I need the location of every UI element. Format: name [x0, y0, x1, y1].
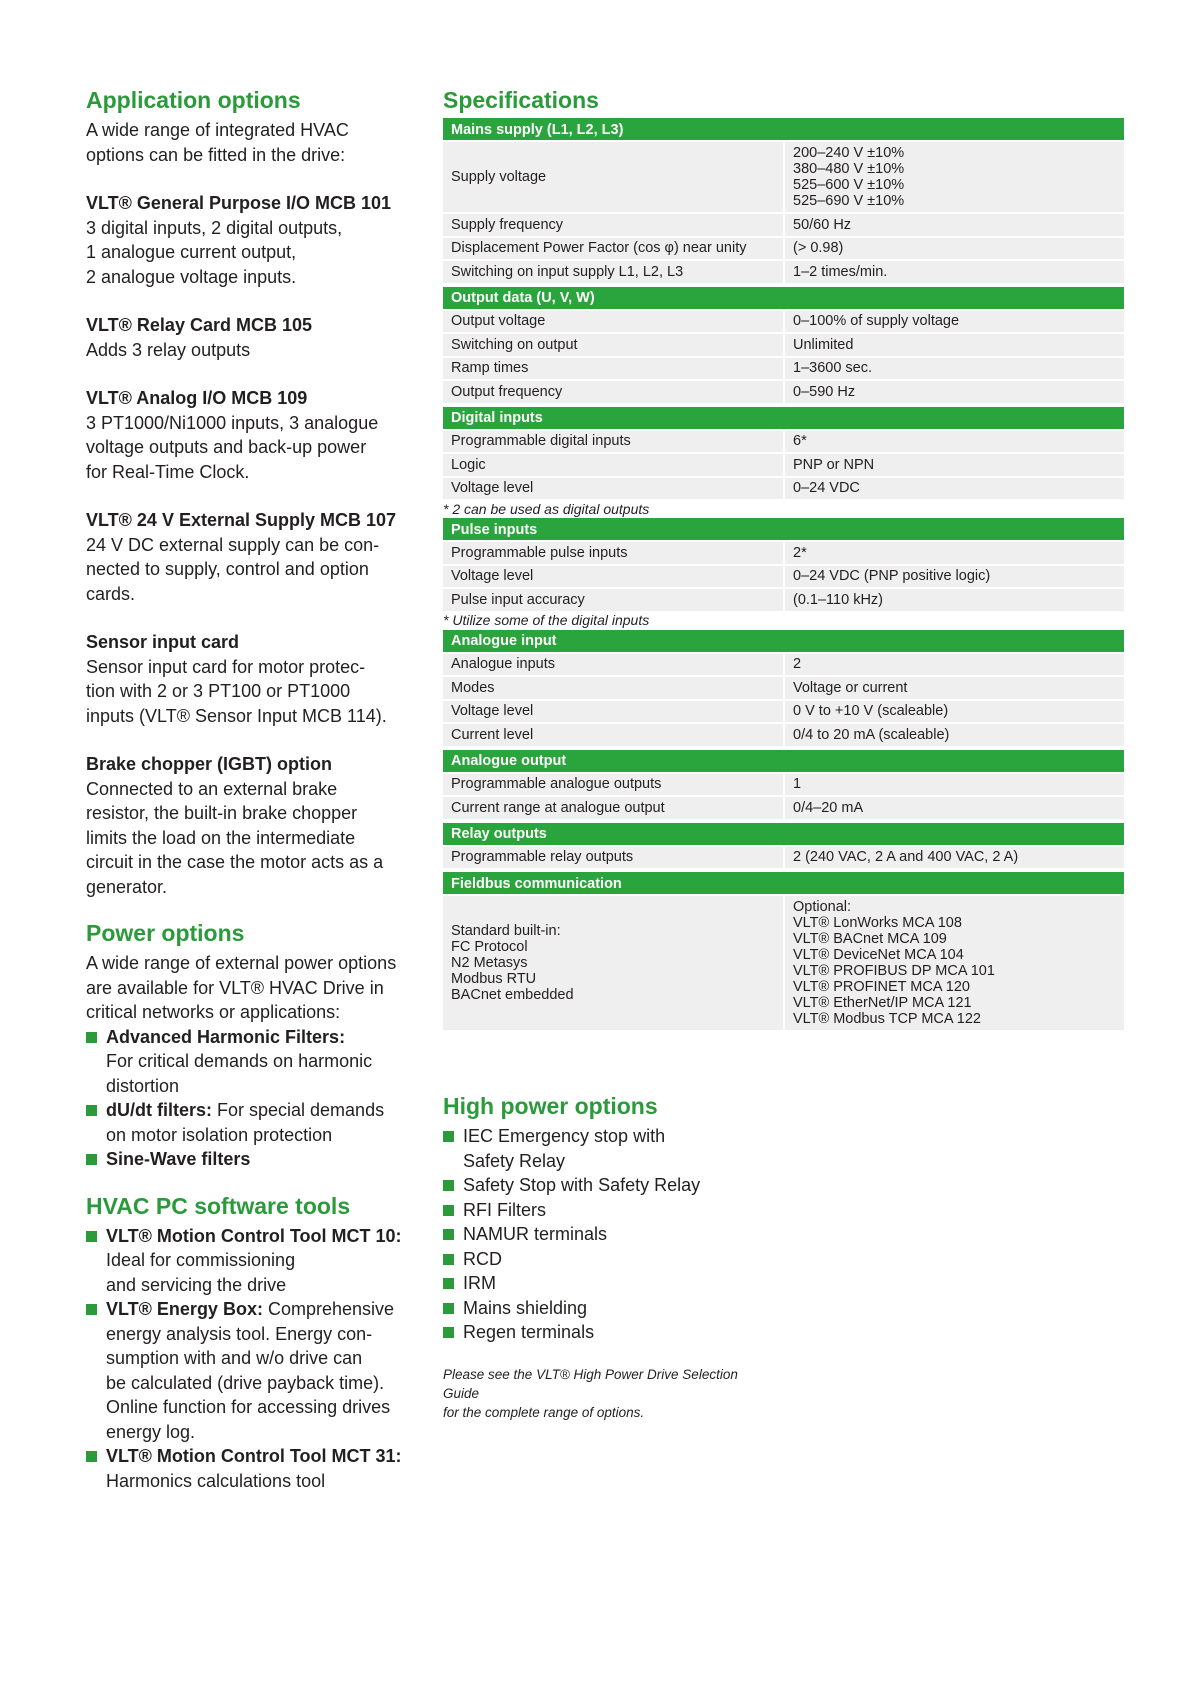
spec-label: Programmable digital inputs	[443, 430, 784, 454]
intro-line: A wide range of integrated HVAC	[86, 120, 349, 140]
spec-value	[784, 333, 1124, 357]
high-power-item	[443, 1271, 773, 1296]
left-column	[86, 86, 416, 1493]
spec-value	[784, 565, 1124, 589]
hvac-tools-list	[86, 1224, 416, 1494]
value-line: 0/4 to 20 mA (scaleable)	[793, 726, 950, 743]
high-power-options	[443, 1092, 773, 1422]
value-line: 200–240 V ±10%	[793, 145, 905, 161]
description-line: 3 PT1000/Ni1000 inputs, 3 analogue	[86, 412, 379, 433]
spec-value	[784, 213, 1124, 237]
spec-label: Switching on input supply L1, L2, L3	[443, 260, 784, 283]
label-line: Modbus RTU	[451, 971, 537, 987]
high-power-item	[443, 1124, 773, 1173]
item-line: RCD	[463, 1248, 502, 1269]
bullet-line: Harmonics calculations tool	[106, 1470, 326, 1491]
spec-row	[443, 260, 1124, 283]
spec-value	[784, 237, 1124, 261]
spec-row	[443, 237, 1124, 261]
item-line: IEC Emergency stop with	[463, 1126, 666, 1146]
value-line: VLT® PROFIBUS DP MCA 101	[793, 963, 995, 979]
label-line: BACnet embedded	[451, 987, 574, 1003]
spec-row	[443, 565, 1124, 589]
spec-value	[784, 477, 1124, 500]
bullet-item	[86, 1224, 416, 1298]
option-description	[86, 533, 416, 607]
item-line: IRM	[463, 1273, 496, 1293]
bullet-line: For critical demands on harmonic	[106, 1051, 373, 1071]
label-line: Standard built-in:	[451, 923, 561, 939]
high-power-item	[443, 1173, 773, 1198]
spec-section-header	[443, 823, 1124, 846]
option-heading: Sensor input card	[86, 632, 240, 652]
bullet-line: sumption with and w/o drive can	[106, 1348, 363, 1368]
item-line: Safety Relay	[463, 1150, 566, 1171]
value-line: 1–3600 sec.	[793, 360, 873, 377]
spec-footnote: * 2 can be used as digital outputs	[443, 499, 1124, 518]
application-options	[86, 86, 416, 899]
value-line: VLT® PROFINET MCA 120	[793, 979, 970, 995]
value-line: 50/60 Hz	[793, 216, 852, 233]
spec-value	[784, 676, 1124, 700]
value-line: 0–24 VDC (PNP positive logic)	[793, 568, 991, 585]
bullet-line: be calculated (drive payback time).	[106, 1372, 385, 1393]
spec-row	[443, 588, 1124, 611]
value-line: 525–690 V ±10%	[793, 193, 905, 209]
spec-label: Logic	[443, 453, 784, 477]
description-line: tion with 2 or 3 PT100 or PT1000	[86, 681, 351, 701]
value-line: VLT® EtherNet/IP MCA 121	[793, 995, 972, 1011]
spec-value	[784, 380, 1124, 403]
note-line: Please see the VLT® High Power Drive Selection Guide	[443, 1366, 738, 1401]
spec-row	[443, 357, 1124, 381]
spec-section-header	[443, 118, 1124, 141]
value-line: 2*	[793, 544, 807, 561]
spec-section-header	[443, 750, 1124, 773]
option-heading: VLT® 24 V External Supply MCB 107	[86, 510, 397, 530]
power-intro	[86, 951, 416, 1025]
section-title: Analogue input	[443, 630, 1124, 653]
value-line: 0/4–20 mA	[793, 799, 864, 816]
section-title: Mains supply (L1, L2, L3)	[443, 118, 1124, 141]
right-column	[443, 86, 1124, 1420]
high-power-item	[443, 1198, 773, 1223]
spec-label	[443, 895, 784, 1030]
option-heading: VLT® Analog I/O MCB 109	[86, 388, 308, 408]
bullet-bold: VLT® Motion Control Tool MCT 10:	[106, 1225, 402, 1246]
spec-row	[443, 310, 1124, 334]
spec-label: Ramp times	[443, 357, 784, 381]
intro-line: are available for VLT® HVAC Drive in	[86, 977, 384, 998]
value-line: 0–590 Hz	[793, 383, 856, 400]
high-power-list	[443, 1124, 773, 1345]
spec-section-header	[443, 872, 1124, 895]
specifications-title: Specifications	[443, 87, 599, 113]
spec-value	[784, 653, 1124, 677]
spec-footnote-row	[443, 611, 1124, 630]
value-line: VLT® Modbus TCP MCA 122	[793, 1011, 981, 1027]
power-options-list	[86, 1025, 416, 1172]
spec-footnote-row	[443, 499, 1124, 518]
bullet-line: on motor isolation protection	[106, 1124, 333, 1145]
spec-row	[443, 333, 1124, 357]
spec-label: Current range at analogue output	[443, 796, 784, 819]
value-line: 6*	[793, 433, 807, 450]
description-line: 3 digital inputs, 2 digital outputs,	[86, 217, 343, 238]
spec-label: Output voltage	[443, 310, 784, 334]
spec-row	[443, 141, 1124, 213]
description-line: 1 analogue current output,	[86, 242, 297, 262]
application-option-item	[86, 386, 416, 484]
spec-row	[443, 773, 1124, 797]
section-title: Analogue output	[443, 750, 1124, 773]
bullet-bold: VLT® Energy Box:	[106, 1299, 263, 1319]
item-line: RFI Filters	[463, 1199, 546, 1220]
spec-value	[784, 453, 1124, 477]
spec-value	[784, 846, 1124, 869]
high-power-item	[443, 1247, 773, 1272]
spec-section-header	[443, 407, 1124, 430]
bullet-bold: dU/dt filters:	[106, 1100, 212, 1120]
note-line: for the complete range of options.	[443, 1404, 645, 1420]
spec-label: Switching on output	[443, 333, 784, 357]
spec-value	[784, 895, 1124, 1030]
hvac-tools	[86, 1192, 416, 1494]
value-line: 2 (240 VAC, 2 A and 400 VAC, 2 A)	[793, 849, 1019, 866]
description-line: resistor, the built-in brake chopper	[86, 803, 358, 823]
description-line: limits the load on the intermediate	[86, 827, 356, 848]
value-line: Unlimited	[793, 336, 854, 353]
value-line: 380–480 V ±10%	[793, 161, 905, 177]
item-line: Mains shielding	[463, 1297, 588, 1318]
option-description	[86, 777, 416, 900]
intro-line: A wide range of external power options	[86, 953, 397, 973]
spec-value	[784, 260, 1124, 283]
spec-label: Programmable pulse inputs	[443, 541, 784, 565]
spec-label: Supply frequency	[443, 213, 784, 237]
spec-value	[784, 773, 1124, 797]
bullet-item	[86, 1025, 416, 1099]
section-title: Output data (U, V, W)	[443, 287, 1124, 310]
spec-row	[443, 380, 1124, 403]
spec-footnote: * Utilize some of the digital inputs	[443, 611, 1124, 630]
label-line: FC Protocol	[451, 939, 528, 955]
high-power-title: High power options	[443, 1093, 658, 1119]
value-line: 1	[793, 776, 802, 793]
item-line: NAMUR terminals	[463, 1224, 608, 1244]
value-line: 0–100% of supply voltage	[793, 313, 960, 330]
description-line: generator.	[86, 876, 168, 897]
bullet-item	[86, 1297, 416, 1444]
option-heading: VLT® Relay Card MCB 105	[86, 315, 312, 335]
intro-line: options can be fitted in the drive:	[86, 144, 346, 165]
value-line: VLT® BACnet MCA 109	[793, 931, 947, 947]
value-line: 0 V to +10 V (scaleable)	[793, 703, 949, 720]
spec-row	[443, 213, 1124, 237]
description-line: Connected to an external brake	[86, 778, 338, 799]
power-options	[86, 919, 416, 1172]
spec-value	[784, 700, 1124, 724]
bullet-bold: VLT® Motion Control Tool MCT 31:	[106, 1446, 402, 1466]
description-line: 2 analogue voltage inputs.	[86, 266, 297, 287]
spec-row	[443, 700, 1124, 724]
application-options-title: Application options	[86, 87, 301, 113]
bullet-bold: Sine-Wave filters	[106, 1149, 251, 1169]
bullet-item	[86, 1147, 416, 1172]
option-description	[86, 338, 416, 363]
spec-label: Modes	[443, 676, 784, 700]
spec-row	[443, 653, 1124, 677]
value-line: VLT® LonWorks MCA 108	[793, 915, 962, 931]
high-power-item	[443, 1320, 773, 1345]
spec-section-header	[443, 518, 1124, 541]
spec-row	[443, 430, 1124, 454]
bullet-line: Ideal for commissioning	[106, 1250, 296, 1270]
intro-line: critical networks or applications:	[86, 1002, 341, 1022]
high-power-item	[443, 1296, 773, 1321]
bullet-bold: Advanced Harmonic Filters:	[106, 1026, 346, 1047]
spec-row	[443, 796, 1124, 819]
description-line: 24 V DC external supply can be con-	[86, 534, 380, 555]
spec-label: Voltage level	[443, 565, 784, 589]
application-option-item	[86, 313, 416, 362]
value-line: (0.1–110 kHz)	[793, 591, 883, 608]
description-line: nected to supply, control and option	[86, 559, 369, 579]
description-line: circuit in the case the motor acts as a	[86, 852, 384, 872]
spec-label: Output frequency	[443, 380, 784, 403]
application-intro	[86, 118, 416, 167]
bullet-text: For special demands	[212, 1100, 385, 1120]
spec-value	[784, 541, 1124, 565]
application-option-item	[86, 191, 416, 289]
bullet-line: energy analysis tool. Energy con-	[106, 1323, 373, 1344]
value-line: PNP or NPN	[793, 456, 875, 473]
option-description	[86, 216, 416, 290]
spec-row	[443, 895, 1124, 1030]
spec-label: Voltage level	[443, 700, 784, 724]
hvac-tools-title: HVAC PC software tools	[86, 1192, 351, 1219]
label-line: N2 Metasys	[451, 955, 528, 971]
spec-value	[784, 357, 1124, 381]
spec-label: Current level	[443, 723, 784, 746]
value-line: 1–2 times/min.	[793, 263, 888, 280]
spec-value	[784, 141, 1124, 213]
spec-label: Supply voltage	[443, 141, 784, 213]
spec-label: Pulse input accuracy	[443, 588, 784, 611]
specifications-table	[443, 118, 1124, 1030]
high-power-note	[443, 1365, 773, 1422]
section-title: Relay outputs	[443, 823, 1124, 846]
description-line: voltage outputs and back-up power	[86, 437, 367, 457]
description-line: Sensor input card for motor protec-	[86, 656, 366, 677]
value-line: VLT® DeviceNet MCA 104	[793, 947, 964, 963]
description-line: inputs (VLT® Sensor Input MCB 114).	[86, 705, 387, 726]
option-description	[86, 411, 416, 485]
spec-row	[443, 541, 1124, 565]
value-line: Voltage or current	[793, 679, 908, 696]
description-line: Adds 3 relay outputs	[86, 339, 251, 360]
bullet-line: and servicing the drive	[106, 1274, 287, 1295]
bullet-item	[86, 1098, 416, 1147]
spec-value	[784, 723, 1124, 746]
bullet-text: Comprehensive	[262, 1299, 395, 1319]
application-option-item	[86, 508, 416, 606]
spec-row	[443, 676, 1124, 700]
section-title: Pulse inputs	[443, 518, 1124, 541]
spec-label: Programmable analogue outputs	[443, 773, 784, 797]
spec-section-header	[443, 630, 1124, 653]
option-heading: VLT® General Purpose I/O MCB 101	[86, 193, 392, 213]
spec-row	[443, 453, 1124, 477]
value-line: 525–600 V ±10%	[793, 177, 905, 193]
power-options-title: Power options	[86, 920, 245, 946]
description-line: for Real-Time Clock.	[86, 461, 250, 482]
spec-label: Voltage level	[443, 477, 784, 500]
bullet-item	[86, 1444, 416, 1493]
section-title: Digital inputs	[443, 407, 1124, 430]
bullet-line: energy log.	[106, 1421, 196, 1442]
spec-label: Programmable relay outputs	[443, 846, 784, 869]
spec-row	[443, 477, 1124, 500]
value-line: Optional:	[793, 899, 852, 915]
value-line: 0–24 VDC	[793, 480, 860, 497]
value-line: 2	[793, 656, 802, 673]
application-option-item	[86, 752, 416, 899]
option-heading: Brake chopper (IGBT) option	[86, 754, 333, 774]
spec-value	[784, 430, 1124, 454]
spec-value	[784, 588, 1124, 611]
description-line: cards.	[86, 583, 136, 604]
item-line: Regen terminals	[463, 1322, 595, 1342]
value-line: (> 0.98)	[793, 240, 844, 257]
spec-row	[443, 846, 1124, 869]
section-title: Fieldbus communication	[443, 872, 1124, 895]
option-description	[86, 655, 416, 729]
bullet-line: distortion	[106, 1075, 180, 1096]
spec-value	[784, 796, 1124, 819]
item-line: Safety Stop with Safety Relay	[463, 1175, 701, 1195]
bullet-line: Online function for accessing drives	[106, 1397, 391, 1417]
spec-label: Displacement Power Factor (cos φ) near unity	[443, 237, 784, 261]
application-option-item	[86, 630, 416, 728]
spec-section-header	[443, 287, 1124, 310]
spec-value	[784, 310, 1124, 334]
spec-label: Analogue inputs	[443, 653, 784, 677]
spec-row	[443, 723, 1124, 746]
high-power-item	[443, 1222, 773, 1247]
